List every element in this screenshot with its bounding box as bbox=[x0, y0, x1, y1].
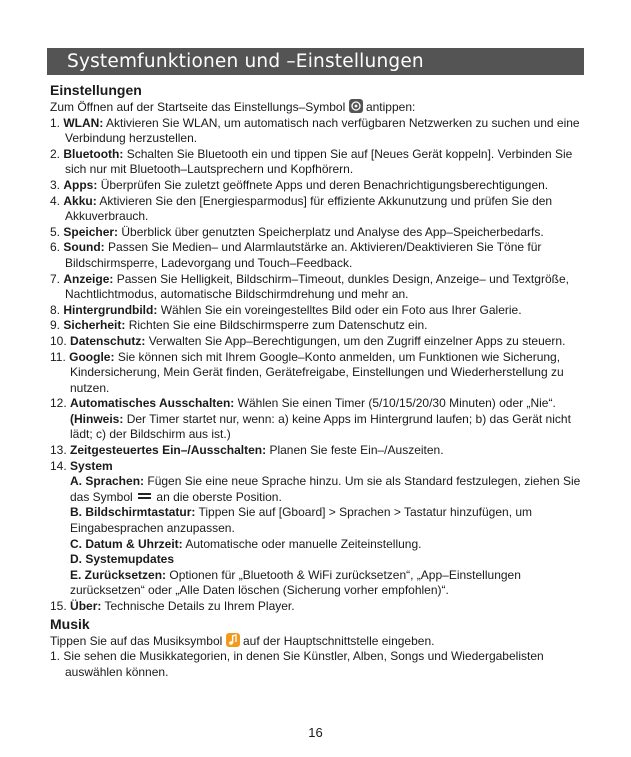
sub-text: Automatische oder manuelle Zeiteinstellung. bbox=[185, 536, 422, 551]
item-label: Über: bbox=[70, 599, 102, 613]
item-text: Passen Sie Medien– und Alarmlautstärke an. Aktivieren/Deaktivieren Sie Töne für Bildschirmsperre, Ladevorgang und Touch–Feedback. bbox=[65, 240, 542, 270]
item-number: 2. bbox=[50, 146, 61, 161]
list-item-3 bbox=[50, 178, 588, 194]
item-text: Planen Sie feste Ein–/Auszeiten. bbox=[269, 443, 444, 458]
list-item-9 bbox=[50, 318, 588, 334]
item-number: 6. bbox=[50, 240, 61, 255]
system-sub-a bbox=[50, 474, 588, 505]
system-sub-c bbox=[50, 537, 588, 553]
sub-text: Optionen für „Bluetooth & WiFi zurücksetzen“, „App–Einstellungen zurücksetzen“ oder „Alle Daten löschen (Sicherung vorher empfohlen)“. bbox=[70, 567, 521, 598]
item-label: Datenschutz: bbox=[70, 333, 146, 348]
sub-label: B. Bildschirmtastatur: bbox=[70, 505, 196, 520]
settings-gear-icon bbox=[349, 99, 363, 113]
item-text: Passen Sie Helligkeit, Bildschirm–Timeout, dunkles Design, Anzeige– und Textgröße, Nachtlichtmodus, automatische Bildschirmdrehung und mehr an. bbox=[65, 271, 569, 302]
item-number: 4. bbox=[50, 193, 61, 208]
item-label: Anzeige: bbox=[63, 271, 114, 286]
sub-label: A. Sprachen: bbox=[70, 474, 145, 489]
item-text: Aktivieren Sie WLAN, um automatisch nach verfügbaren Netzwerken zu suchen und eine Verbindung herzustellen. bbox=[65, 115, 580, 146]
item-label: Hintergrundbild: bbox=[63, 302, 158, 317]
item-number: 11. bbox=[50, 349, 66, 364]
list-item-14 bbox=[50, 459, 588, 475]
music-note-icon bbox=[226, 633, 240, 647]
item-text: Sie sehen die Musikkategorien, in denen Sie Künstler, Alben, Songs und Wiedergabelisten auswählen können. bbox=[63, 649, 544, 679]
item-label: Speicher: bbox=[63, 224, 119, 239]
music-heading: Musik bbox=[50, 615, 90, 632]
list-item-7 bbox=[50, 272, 588, 303]
item-label: Apps: bbox=[63, 177, 98, 192]
settings-list bbox=[50, 116, 588, 397]
item-number: 1. bbox=[50, 115, 61, 130]
settings-intro-end: antippen: bbox=[365, 100, 416, 114]
music-intro bbox=[50, 633, 588, 650]
item-label: Bluetooth: bbox=[63, 146, 124, 161]
list-item-13 bbox=[50, 443, 588, 459]
item-text: Schalten Sie Bluetooth ein und tippen Sie auf [Neues Gerät koppeln]. Verbinden Sie sich nur mit Bluetooth–Lautsprechern und Kopfhörern. bbox=[65, 146, 573, 177]
item-text: Wählen Sie ein voreingestelltes Bild oder ein Foto aus Ihrer Galerie. bbox=[160, 302, 522, 317]
list-item-6 bbox=[50, 240, 588, 271]
list-item-8 bbox=[50, 303, 588, 319]
list-item-15 bbox=[50, 599, 588, 615]
item-label: Zeitgesteuertes Ein–/Ausschalten: bbox=[70, 443, 267, 458]
item-number: 8. bbox=[50, 302, 61, 317]
system-sub-d bbox=[50, 552, 588, 568]
hint-text: Der Timer startet nur, wenn: a) keine Apps im Hintergrund laufen; b) das Gerät nicht lädt; c) der Bildschirm aus ist.) bbox=[70, 411, 571, 442]
item-label: Akku: bbox=[63, 193, 97, 208]
item-text: Überprüfen Sie zuletzt geöffnete Apps und deren Benachrichtigungsberechtigungen. bbox=[100, 177, 549, 192]
item-text: Technische Details zu Ihrem Player. bbox=[104, 599, 295, 613]
section-title-banner: Systemfunktionen und –Einstellungen bbox=[47, 48, 584, 75]
settings-intro-text: Zum Öffnen auf der Startseite das Einstellungs–Symbol bbox=[50, 100, 346, 114]
item-label: Sicherheit: bbox=[63, 318, 126, 333]
list-item-2 bbox=[50, 147, 588, 178]
item-text: Überblick über genutzten Speicherplatz und Analyse des App–Speicherbedarfs. bbox=[121, 224, 544, 239]
hint-label: (Hinweis: bbox=[70, 411, 124, 426]
item-label: Google: bbox=[69, 349, 115, 364]
sub-label: D. Systemupdates bbox=[70, 552, 175, 567]
item-number: 10. bbox=[50, 333, 67, 348]
item-label: System bbox=[70, 458, 113, 473]
system-sub-b bbox=[50, 505, 588, 536]
settings-heading: Einstellungen bbox=[50, 82, 142, 98]
list-item-1 bbox=[50, 116, 588, 147]
music-intro-text: Tippen Sie auf das Musiksymbol bbox=[50, 633, 223, 648]
item-number: 12. bbox=[50, 396, 67, 411]
settings-intro bbox=[50, 99, 588, 116]
list-item-10 bbox=[50, 334, 588, 350]
item-number: 15. bbox=[50, 599, 67, 613]
item-label: WLAN: bbox=[63, 115, 104, 130]
item-text: Verwalten Sie App–Berechtigungen, um den Zugriff einzelner Apps zu steuern. bbox=[148, 333, 566, 348]
item-number: 7. bbox=[50, 271, 61, 286]
document-body bbox=[50, 81, 588, 680]
item-number: 9. bbox=[50, 318, 61, 333]
list-item-4 bbox=[50, 194, 588, 225]
list-item-12 bbox=[50, 396, 588, 443]
item-number: 13. bbox=[50, 443, 67, 458]
sub-label: C. Datum & Uhrzeit: bbox=[70, 536, 183, 551]
item-text: Aktivieren Sie den [Energiesparmodus] für effiziente Akkunutzung und prüfen Sie den Akkuverbrauch. bbox=[65, 193, 553, 224]
music-intro-end: auf der Hauptschnittstelle eingeben. bbox=[243, 633, 435, 648]
item-text: Sie können sich mit Ihrem Google–Konto anmelden, um Funktionen wie Sicherung, Kindersicherung, Mein Gerät finden, Gerätefreigabe, Einstellungen und Wiederherstellung zu nutzen. bbox=[70, 349, 564, 395]
item-number: 5. bbox=[50, 224, 61, 239]
sub-text-end: an die oberste Position. bbox=[156, 489, 282, 504]
item-number: 14. bbox=[50, 458, 67, 473]
page-number: 16 bbox=[308, 725, 323, 740]
item-text: Wählen Sie einen Timer (5/10/15/20/30 Minuten) oder „Nie“. bbox=[237, 396, 556, 411]
drag-handle-icon bbox=[138, 493, 151, 499]
sub-label: E. Zurücksetzen: bbox=[70, 567, 167, 582]
music-list-item-1 bbox=[50, 649, 588, 680]
item-text: Richten Sie eine Bildschirmsperre zum Datenschutz ein. bbox=[128, 318, 428, 333]
sub-text: Fügen Sie eine neue Sprache hinzu. Um sie als Standard festzulegen, ziehen Sie das Symbol bbox=[70, 474, 581, 504]
item-number: 3. bbox=[50, 177, 61, 192]
item-label: Sound: bbox=[63, 240, 105, 255]
sub-text: Tippen Sie auf [Gboard] > Sprachen > Tastatur hinzufügen, um Eingabesprachen anzupassen. bbox=[70, 505, 533, 536]
item-label: Automatisches Ausschalten: bbox=[70, 396, 235, 411]
system-sub-e bbox=[50, 568, 588, 599]
list-item-11 bbox=[50, 350, 588, 397]
list-item-5 bbox=[50, 225, 588, 241]
item-number: 1. bbox=[50, 649, 61, 664]
